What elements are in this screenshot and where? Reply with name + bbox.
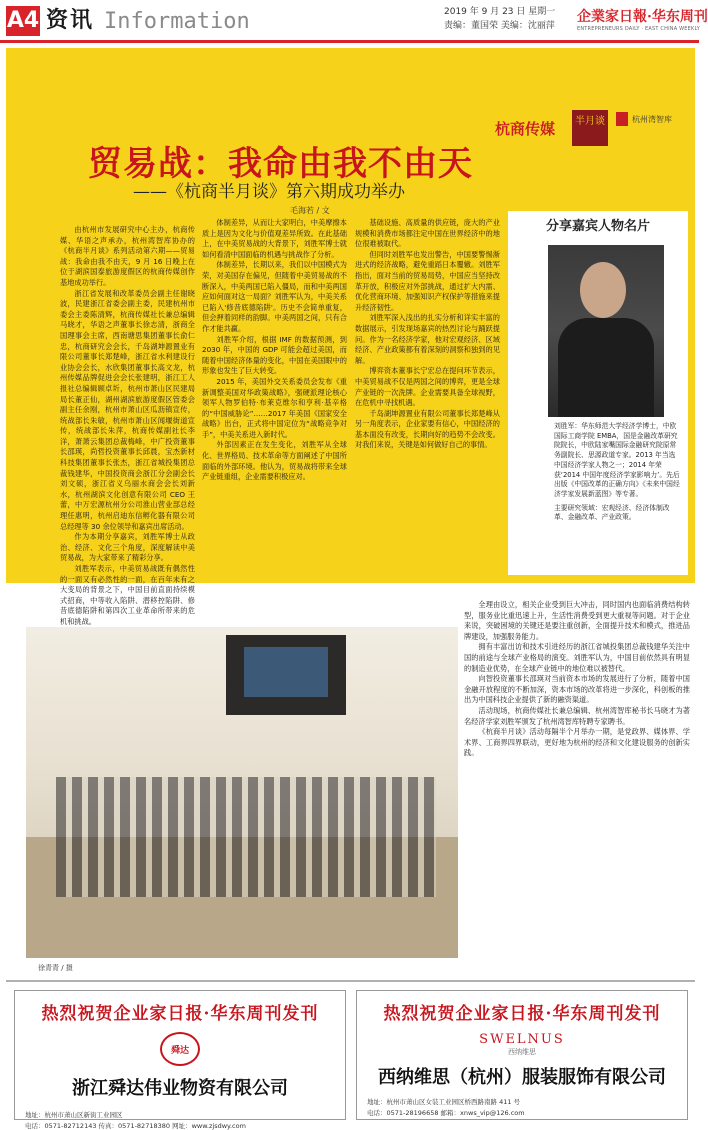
photo-credit: 徐青青 / 摄: [38, 964, 73, 972]
editors-line: 责编：董国荣 美编：沈丽萍: [444, 21, 555, 31]
banyuetan-logo: 半月谈: [572, 110, 608, 146]
newspaper-brand: 企業家日報·华东周刊: [577, 9, 708, 25]
article-column-2: [202, 218, 347, 560]
guest-bio-text-2: 主要研究领域：宏观经济、经济体制改革、金融改革、产业政策。: [554, 503, 670, 522]
photo-screen: [244, 647, 328, 697]
think-tank-logo-icon: [616, 112, 628, 126]
article-column-4: [464, 600, 690, 972]
guest-portrait-suit: [558, 318, 654, 417]
paragraph: 《杭商半月谈》活动每隔半个月举办一期，是党政界、媒体界、学术界、工商界四界联动，更好地为杭州的经济和文化建设服务的创新实践。: [464, 727, 690, 758]
paragraph: 但同时刘胜军也发出警告，中国要警惕渐进式的经济战略，避免重蹈日本覆辙。刘胜军指出，面对当前的贸易局势，中国应当坚持改革开放，积极应对外部挑战，通过扩大内需、优化营商环境、加强知识产权保护等措施来提升经济韧性。: [355, 249, 500, 312]
ad-contact: 电话：0571-28196658 邮箱：xnws_vip@126.com: [367, 1109, 525, 1117]
ad-separator: [6, 980, 695, 982]
ad-headline: 热烈祝贺企业家日报·华东周刊发刊: [383, 1004, 661, 1024]
article-headline: 贸易战：我命由我不由天: [88, 144, 473, 184]
paragraph: 2015 年，美国外交关系委员会发布《重新调整美国对华政策战略》，强硬派理论核心领军人物罗伯特·布莱克维尔和亨利·基辛格的“中国威胁论”……2017 年美国《国家安全战略》出台，正式将中国定位为“战略竞争对手”，中美关系进入新时代。: [202, 376, 347, 439]
paragraph: 活动现场，杭商传媒社长兼总编辑、杭州湾智库秘书长马晓才为著名经济学家刘胜军颁发了杭州湾智库特聘专家聘书。: [464, 705, 690, 726]
paragraph: 刘胜军深入浅出的扎实分析和详实丰富的数据展示，引发现场嘉宾的热烈讨论与踊跃提问。作为一名经济学家，他对宏观经济、区域经济、产业政策都有着深刻的洞察和独到的见解。: [355, 313, 500, 365]
ad-company-name: 西纳维思（杭州）服装服饰有限公司: [378, 1067, 666, 1088]
paragraph: 拥有丰富出访和技术引进经历的浙江省城投集团总裁钱建华关注中国的前途与全球产业格局的演变。刘胜军认为，中国目前依然具有明显的制造业优势，在全球产业链中的地位难以被替代。: [464, 642, 690, 673]
newspaper-brand-en: ENTREPRENEURS DAILY · EAST CHINA WEEKLY: [577, 26, 701, 32]
think-tank-logo: 杭州湾智库: [632, 115, 672, 124]
guest-bio-text: 刘胜军：华东师范大学经济学博士，中欧国际工商学院 EMBA，国是金融改革研究院院长，中欧陆家嘴国际金融研究院原常务副院长、思源政道专家。2013 年当选中国经济学家人物之一；2014 年荣获‘2014 中国年度经济学家影响力’。先后出版《中国改革的正确方向》《未来中国经济学家发展新蓝图》等专著。: [554, 422, 680, 498]
paragraph: 全理由设立，相关企业受到巨大冲击，同时国内也面临消费结构转型，服务业比重迅速上升，生活性消费受到更大重视等问题。对于企业来说，突破困境的关键还是要注重创新，全面提升技术和模式，推进品牌建设，加强服务能力。: [464, 600, 690, 641]
photo-audience: [56, 777, 436, 897]
guest-card-title: 分享嘉宾人物名片: [545, 219, 650, 234]
header-rule: [0, 40, 699, 43]
paragraph: 外部因素正在发生变化，刘胜军从全球化、世界格局、技术革命等方面阐述了中国所面临的外部环境。他认为，贸易战将带来全球产业链重组，企业需要积极应对。: [202, 440, 347, 482]
ad-company-name: 浙江舜达伟业物资有限公司: [72, 1078, 288, 1099]
event-photo: [26, 627, 458, 958]
paragraph: 作为本期分享嘉宾，刘胜军博士从政治、经济、文化三个角度，深度解读中美贸易战，为大家带来了精彩分享。: [60, 532, 195, 563]
article-subtitle: ——《杭商半月谈》第六期成功举办: [133, 182, 405, 202]
section-title-en: Information: [104, 9, 250, 34]
article-column-1: [60, 225, 195, 626]
swelnus-logo-sub: 西纳维思: [508, 1048, 536, 1056]
shunda-logo-icon: [160, 1032, 200, 1066]
paragraph: 千岛湖坤源置业有限公司董事长郑楚峰从另一角度表示，企业家要有信心，中国经济的基本面没有改变，长期向好的趋势不会改变。对我们来说，关键是如何做好自己的事情。: [355, 408, 500, 450]
paragraph: 体制差异，长期以来，我们以中国模式为荣，对美国存在偏见，但随着中美贸易战的不断深入，中美两国已陷入僵局，而和中美两国应如何面对这一局面？刘胜军认为，中美关系已陷入'修昔底德陷阱'。历史不会简单重复，但会押着同样的韵脚。中美两国之间，只有合作才能共赢。: [202, 260, 347, 333]
ad-contact: 电话：0571-82712143 传真：0571-82718380 网址：www.zjsdwy.com: [25, 1122, 246, 1130]
ad-swelnus: [356, 990, 688, 1120]
section-title-cn: 资讯: [46, 8, 95, 33]
issue-date: 2019 年 9 月 23 日 星期一: [444, 7, 556, 17]
shunda-logo-text: 舜达: [170, 1045, 189, 1056]
paragraph: 向智投资董事长邵瑛对当前资本市场的发展进行了分析，随着中国金融开放程度的不断加深，资本市场的改革将进一步深化，科创板的推出为中国科技企业提供了新的融资渠道。: [464, 674, 690, 705]
ad-address: 地址：杭州市萧山区女装工业园区桥西路南路 411 号: [367, 1098, 521, 1106]
ad-address: 地址：杭州市萧山区新街工业园区: [25, 1111, 123, 1119]
guest-bio: [554, 422, 682, 572]
paragraph: 刘胜军表示，中美贸易战既有偶然性的一面又有必然性的一面，在百年未有之大变局的背景之下，中国目前直面持续模式招商，中等收入陷阱、潜移控陷阱、修昔底德陷阱和第四次工业革命所带来的危机和挑战。: [60, 564, 195, 626]
ad-headline: 热烈祝贺企业家日报·华东周刊发刊: [41, 1004, 319, 1024]
paragraph: 由杭州市发展研究中心主办，杭商传媒、华语之声承办，杭州湾智库协办的《杭商半月谈》系列活动第六期——贸易战：我命由我不由天，9 月 16 日晚上在位于湖滨国泰旅游度假区的杭商传媒创作基地成功举行。: [60, 225, 195, 287]
ad-shunda: [14, 990, 346, 1130]
page-number: A4: [6, 6, 40, 36]
paragraph: 体制差异，从而让大家明白，中美摩擦本质上是因为文化与价值观差异所致。在此基础上，在中美贸易战的大背景下，刘胜军博士就如何看清中国面临的机遇与挑战作了分析。: [202, 218, 347, 259]
hangshang-media-logo: 杭商传媒: [495, 120, 556, 138]
paragraph: 浙江省发展和改革委员会副主任谢晓波，民建浙江省委会副主委，民建杭州市委会主委陈清辉，杭商传媒社长兼总编辑马晓才，华语之声董事长徐志清，浙商全国理事会主席，西南塘思集团董事长俞仁忠，杭商研究会会长，千岛湖坤源置业有限公司董事长郑楚峰，浙江省水利建设行业协会会长，水欣集团董事长高文龙，杭州传媒品牌促进会会长张建明，浙江工人报社总编辑顾卓圻，杭州市萧山区民建局局长董正仙，湖州湖滨旅游度假区管委会副主任余刚，杭州市萧山区瓜沥镇宣传，统战部长朱敏，杭州市萧山区闻堰街道宣传，统战部长朱萍，杭商传媒副社长李洋，萧萧云集团总裁梅峰，中广投资董事长邵瑛，尚哲投资董事长邱晨，宝杰新材科技集团董事长张杰，浙江省城投集团总裁钱建华，中国投资商会浙江分会副会长刘文硕，浙江省义乌丽水商会会长刘新水，杭州湖滨文化创意有限公司 CEO 王蕾，中万宏源杭州分公司淮山营业部总经理任惠明，杭州启迪东信孵化器有限公司总经理等 30 余位领导和嘉宾出席活动。: [60, 288, 195, 531]
article-byline: 毛海若 / 文: [290, 206, 330, 215]
paragraph: 博弈资本董事长宁宏总在提问环节表示，中美贸易战不仅是两国之间的博弈，更是全球产业链的一次洗牌。企业需要具备全球视野，在危机中寻找机遇。: [355, 366, 500, 408]
article-column-3: [355, 218, 500, 560]
paragraph: 刘胜军介绍，根据 IMF 的数据预测，到 2030 年，中国的 GDP 可能会超过美国，而随着中国经济体量的变化，中国在美国眼中的形象也发生了巨大转变。: [202, 334, 347, 376]
swelnus-logo: SWELNUS: [479, 1032, 565, 1047]
guest-portrait-face: [580, 262, 626, 318]
paragraph: 基础设施、高质量的供应链，庞大的产业规模和消费市场都注定中国在世界经济中的地位很难被取代。: [355, 218, 500, 249]
